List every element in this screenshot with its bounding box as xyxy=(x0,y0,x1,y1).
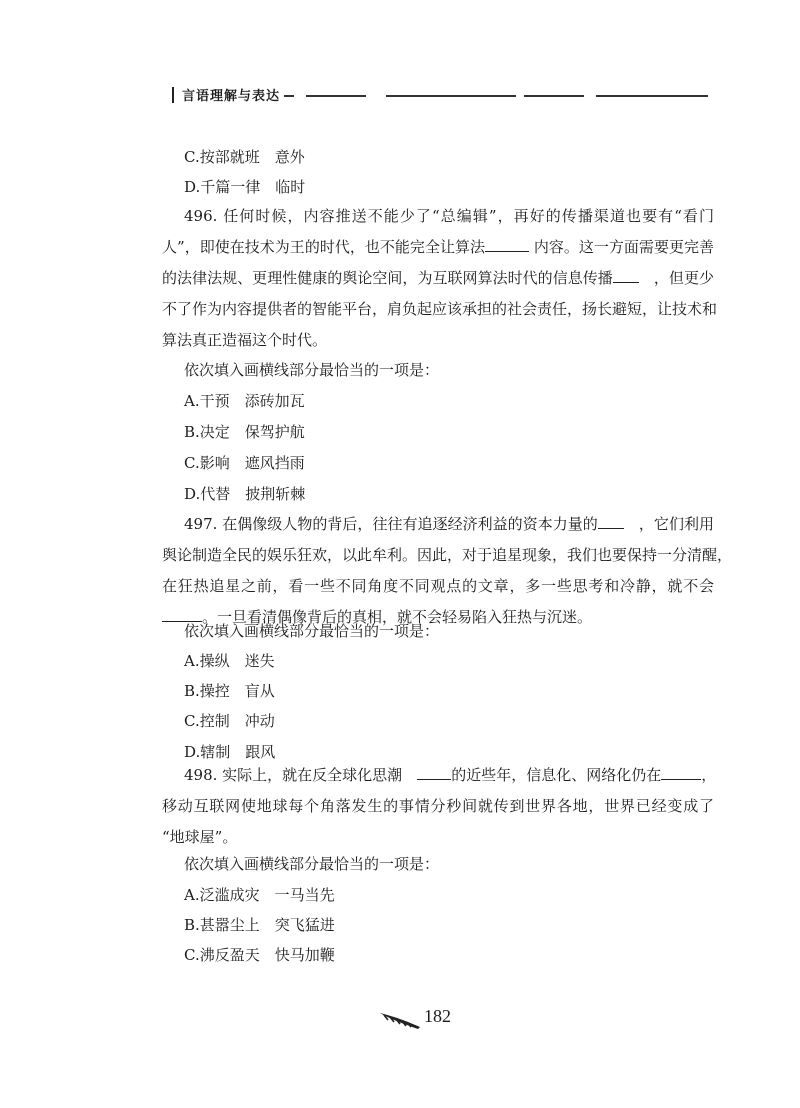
header-rule xyxy=(284,95,294,97)
option-b: B.决定 保驾护航 xyxy=(184,423,305,441)
option-a: A.操纵 迷失 xyxy=(184,652,275,670)
question-line: 算法真正造福这个时代。 xyxy=(162,331,328,349)
question-line: “地球屋”。 xyxy=(162,828,238,846)
question-line: 不了作为内容提供者的智能平台，肩负起应该承担的社会责任，扬长避短，让技术和 xyxy=(162,300,718,318)
option-c: C.影响 遮风挡雨 xyxy=(184,454,305,472)
option-a: A.泛滥成灾 一马当先 xyxy=(184,886,335,904)
page-number: 182 xyxy=(424,1006,451,1026)
question-prompt: 依次填入画横线部分最恰当的一项是： xyxy=(184,361,440,379)
question-line: 舆论制造全民的娱乐狂欢，以此牟利。因此，对于追星现象，我们也要保持一分清醒， xyxy=(162,546,733,564)
question-line: 。一旦看清偶像背后的真相，就不会轻易陷入狂热与沉迷。 xyxy=(162,602,714,633)
option-a: A.干预 添砖加瓦 xyxy=(184,392,305,410)
header-rule xyxy=(524,95,584,97)
option-b: B.甚嚣尘上 突飞猛进 xyxy=(184,916,335,934)
question-496 xyxy=(162,201,718,356)
answer-blank xyxy=(485,237,529,252)
running-header xyxy=(172,84,708,108)
question-line: 在狂热追星之前，看一些不同角度不同观点的文章，多一些思考和冷静，就不会 xyxy=(162,577,714,595)
header-rule xyxy=(596,95,708,97)
question-prompt: 依次填入画横线部分最恰当的一项是： xyxy=(184,855,440,873)
option-c: C.按部就班 意外 xyxy=(184,148,305,166)
question-line: 497. 在偶像级人物的背后，往往有追逐经济利益的资本力量的 ，它们利用 xyxy=(184,515,714,533)
question-prompt: 依次填入画横线部分最恰当的一项是： xyxy=(184,622,440,640)
option-c: C.控制 冲动 xyxy=(184,712,275,730)
option-b: B.操控 盲从 xyxy=(184,682,275,700)
question-498 xyxy=(162,760,717,853)
page-footer xyxy=(378,1006,498,1030)
option-d: D.代替 披荆斩棘 xyxy=(184,485,306,503)
answer-blank xyxy=(613,268,639,283)
option-d: D.辖制 跟风 xyxy=(184,743,276,761)
question-line: 的法律法规、更理性健康的舆论空间，为互联网算法时代的信息传播 ，但更少 xyxy=(162,269,714,287)
question-line: 人”，即使在技术为王的时代，也不能完全让算法 内容。这一方面需要更完善 xyxy=(162,238,714,256)
answer-blank xyxy=(661,765,701,780)
header-rule xyxy=(306,95,366,97)
header-bar xyxy=(172,87,174,103)
question-line: 498. 实际上，就在反全球化思潮 的近些年，信息化、网络化仍在 ， xyxy=(184,766,717,784)
question-line: 496. 任何时候，内容推送不能少了“总编辑”，再好的传播渠道也要有“看门 xyxy=(184,207,714,225)
question-497 xyxy=(162,509,733,633)
option-d: D.千篇一律 临时 xyxy=(184,178,306,196)
feather-icon xyxy=(378,1010,422,1030)
answer-blank xyxy=(417,765,451,780)
option-c: C.沸反盈天 快马加鞭 xyxy=(184,946,335,964)
answer-blank xyxy=(598,514,624,529)
section-title: 言语理解与表达 xyxy=(182,89,281,104)
header-rule xyxy=(386,95,516,97)
question-line: 移动互联网使地球每个角落发生的事情分秒间就传到世界各地，世界已经变成了 xyxy=(162,797,714,815)
